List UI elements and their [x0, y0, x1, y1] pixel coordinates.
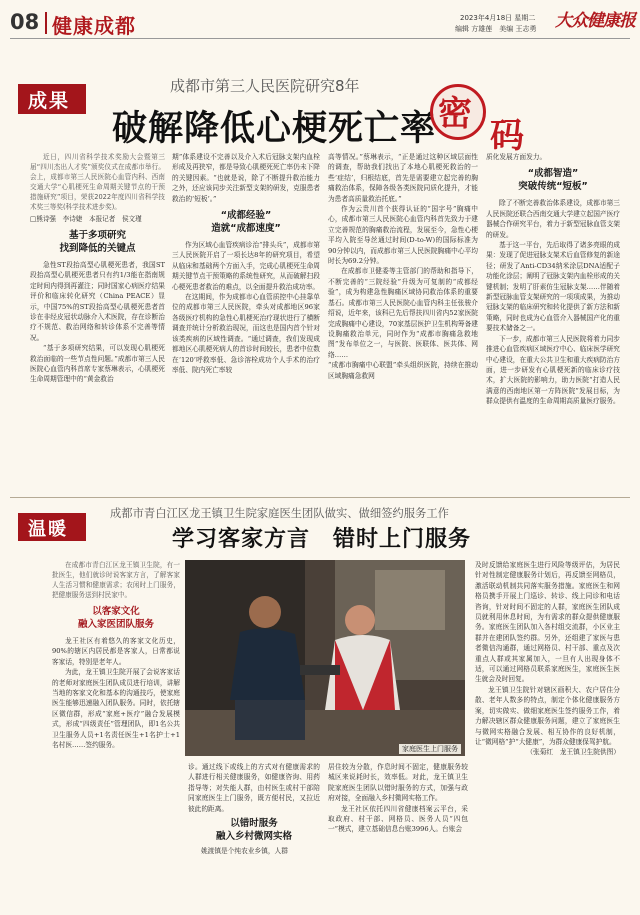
paragraph: 龙王社区依托四川省健康档案云平台，采取政府、村干部、网格员、医务人员“四包一”模式，建立基础信息台账3996人。台账会 [328, 804, 468, 834]
article-kicker: 成都市青白江区龙王镇卫生院家庭医生团队做实、做细签约服务工作 [110, 507, 449, 520]
subheading: 以客家文化 融入家医团队服务 [77, 606, 154, 630]
paragraph: 急性ST段抬高型心肌梗死患者，我国ST段抬高型心肌梗死患者只有约1/3能在指南规定时间内得到再灌注；同时国家心病医疗结果评价和临床转化研究（China PEACE）显示，中国75%的ST段抬高型心肌梗死患者首诊在非经皮冠状动脉介入术医院，存在诊断治疗不规范、救治网络和转诊体系不完善等情况。 [30, 261, 165, 342]
paragraph: 在成都市卫健委等主管部门的帮助和指导下，不断完善的“三院经验”升级为可复制的“成都经验”，成为构建急性胸痛区域协同救治体系的重要基石。成都市第三人民医院心血管内科主任张骏介绍说，近年来，该科已先后帮扶四川省内52家医院完成胸痛中心建设，70家基层医护卫生机构筹备建设胸痛救治单元，同时作为“成都市胸痛急救地图”发布单位之一，与医院、医联体、医共体、网络…… [328, 267, 478, 359]
article-column-4 [475, 560, 620, 758]
column-badge-label: 温暖 [28, 519, 68, 540]
article-lead-column [52, 560, 180, 750]
paragraph: 居住较为分散，作息时间不固定，健康服务较城区来说耗时长，效率低。对此，龙王镇卫生院家庭医生团队以错时服务的方式，加强与政府对接，全面融入乡村微网实格工作。 [328, 763, 468, 803]
article-lead: 在成都市青白江区龙王镇卫生院，有一批医生，他们就诊时说客家方言，了解客家人生活习惯和健康需求；农闲时上门服务，把健康服务送到村民家中。 [52, 561, 180, 599]
section-title: 健康成都 [52, 14, 136, 38]
paragraph: 质化发展方面发力。 [486, 153, 547, 161]
paragraph: 龙王社区有着悠久的客家文化历史，90%的辖区内居民都是客家人，日常都说客家话，特别是老年人。 [52, 637, 180, 666]
article-column-2 [188, 762, 320, 856]
paragraph: 在这期间，作为成都市心血管质控中心挂靠单位的成都市第三人民医院，牵头对成都地区96家各级医疗机构的急性心肌梗死治疗现状进行了横断调查并统计分析救治现况，而这也是国内首个针对该类疾病的区域性调查。“通过调查，我们发现成都地区心肌梗死病人的首诊时间较长，患者中位数在‘120’呼救率低、急诊溶栓成功个人手术的治疗率低、院内死亡率较 [172, 293, 320, 374]
headline-stamp-2: 码 [490, 116, 524, 156]
masthead-logo: 大众健康报 [555, 11, 635, 31]
subheading: “成都经验” 造就“成都速度” [211, 210, 281, 235]
paragraph: “基于多项研究结果，可以发现心肌梗死救治面临的一些节点性问题。”成都市第三人民医院心血管内科首席专家蔡琳表示，心肌梗死生命周期管理中的“黄金救治 [30, 344, 165, 384]
article-headline: 破解降低心梗死亡率 [112, 108, 437, 149]
paragraph: 为此，龙王镇卫生院开展了会说客家话的老师对家庭医生团队成员进行培训，讲解当地的客家文化和基本的沟通技巧，使家庭医生能够迅速融入团队服务。同时，依托辖区微信群，形成“家庭+医疗”融合发展模式，形成“四级责任”管理团队，即1名公共卫生服务人员+1名责任医生+1名护士+1名村医……签约服务。 [52, 668, 180, 750]
subheading: 基于多项研究 找到降低的关键点 [59, 230, 136, 254]
article-byline: （张菊红 龙王镇卫生院供图） [526, 748, 620, 757]
editor-credits: 编辑 方雄莲 美编 王志勇 [455, 25, 537, 33]
article-column-3 [328, 762, 468, 835]
article-column-4 [486, 152, 620, 407]
header-divider-icon [45, 12, 47, 34]
paragraph: 作为云贵川首个获得认证的“国字号”胸痛中心，成都市第三人民医院心血管内科首先致力于建立完善规范的胸痛救治流程，发展至今，急性心梗平均入院至导丝通过时间(D-to-W)的国际标准为90分钟以内，而成都市第三人民医院胸痛中心平均时长为69.2分钟。 [328, 205, 478, 266]
article-kicker: 成都市第三人民医院研究8年 [170, 77, 360, 95]
article-column-2 [172, 152, 320, 375]
page-header [0, 0, 640, 40]
subheading: 以错时服务 融入乡村微网实格 [215, 818, 292, 843]
photo-caption: 家庭医生上门服务 [399, 744, 461, 754]
section-divider [10, 497, 630, 498]
article-byline: □熊诗强 李诗婕 本报记者 侯文瑾 [30, 215, 142, 223]
page-number: 08 [10, 10, 40, 34]
article-lead-column [30, 152, 165, 385]
article-lead: 近日，四川省科学技术奖励大会暨第三届“四川杰出人才奖”颁奖仪式在成都市举行。会上，成都市第三人民医院心血管内科、西南交通大学“心肌梗死生命周期关键节点的干预措施研究”项目，荣获2022年度四川省科学技术奖三等奖(科学技术进步奖)。 [30, 153, 165, 211]
article-photo [185, 560, 465, 756]
article-headline: 学习客家方言 错时上门服务 [172, 526, 472, 552]
paragraph: 作为区域心血管疾病诊治“排头兵”，成都市第三人民医院开启了一项长达8年的研究项目，希望从临床和基础两个方面入手，完成心肌梗死生命周期关键节点干预策略的系统性研究，从而破解扫段心梗死患者救治的难点，以全面提升救治成功率。 [172, 241, 320, 291]
home-visit-photo [185, 560, 465, 756]
paragraph: 基于这一平台，先后取得了诸多亮眼的成果：发现了促进冠脉支架术后血管修复的新途径；研发了Anti-CD34纳米涂层DNA适配子功能化涂层；阐明了冠脉支架内血栓形成的关键机制；发明了肝素仿生冠脉支架……伴随着新型冠脉血管支架研究的一项项成果，为推动冠脉支架的临床研究和转化提供了新方法和新策略，同时也成为心血管介入器械国产化的重要技术储备之一。 [486, 241, 620, 333]
paragraph: 期”体系建设不完善以及介入术后冠脉支架内血栓形成及再狭窄，都是导致心肌梗死死亡率仍未下降的关键因素。“也就是说，除了不断提升救治能力之外，还应该同步关注新型支架的研发，克服患者救治的‘短板’。” [172, 153, 320, 203]
paragraph: 诊。通过线下或线上的方式对有健康需求的人群进行相关健康服务，如健康咨询、用药指导等；对失能人群，由村医生或村干部陪同家庭医生上门服务，既方便村民，又拉近彼此的距离。 [188, 763, 320, 813]
paragraph: 姚渡镇是个纯农业乡镇，人群 [201, 847, 288, 856]
subheading: “成都智造” 突破传统“短板” [518, 168, 588, 193]
paragraph: “成都市胸痛中心联盟”牵头组织医院，持续在推动区域胸痛急救网 [328, 361, 478, 380]
headline-stamp-1: 密 [438, 94, 472, 134]
issue-date: 2023年4月18日 星期二 [460, 14, 536, 22]
paragraph: 及时反馈给家庭医生进行风险等级评估，为居民针对性制定健康服务计划后，再反馈至网格员，激活联动机制共同落实服务措施。家庭医生和网格员携手开展上门巡诊、转诊、线上同诊和电话咨询，针对时间不固定的人群，家庭医生团队成员就利用休息时间，为有需求的群众提供健康服务。家庭医生团队加入各村组交流群，小区业主群并在建团队签约群。另外，还组建了家医与患者微信沟通群，通过网格员、村干部、重点及次重点人群或其家属加入，一旦有人出现身体不适，可以通过网格员联系家庭医生，家庭医生医生就会及时回复。 [475, 561, 620, 684]
paragraph: 除了不断完善救治体系建设，成都市第三人民医院还联合西南交通大学建立起国产医疗器械合作研究平台，着力于新型冠脉血管支架的研发。 [486, 199, 620, 239]
paragraph: 龙王镇卫生院针对辖区画积大、农户居住分散、老年人数多的特点，制定个体化健康服务方案，切实做实、做细家庭医生签约服务工作，着力解决辖区群众健康服务问题，建立了家庭医生与微网实格融合发展、相互协作的良好机制，让“微网格”护“大健康”，为群众健康保驾护航。 [475, 685, 620, 746]
column-badge-label: 成果 [28, 90, 71, 112]
header-rule [10, 38, 630, 39]
paragraph: 高等情况。”蔡琳表示，“正是通过这种区域层面性的调查，帮助我们找出了本地心肌梗死救治的一些‘症结’，归根结底，首先是需要建立起完善的胸痛救治体系，保障各级各类医院同质化提升，才能为患者高质量救治托底。” [328, 153, 478, 203]
article-column-3 [328, 152, 478, 381]
paragraph: 下一步，成都市第三人民医院将着力同步推进心血管疾病区域医疗中心、临床医学研究中心建设，在重大公共卫生和重大疾病防治方面，进一步研发有心肌梗死新的临床诊疗技术，扩大医院的影响力，助力医院“打造人民满意的西南地区第一方阵医院”发展目标，为群众提供有温度的生命周期高质量医疗服务。 [486, 334, 620, 406]
